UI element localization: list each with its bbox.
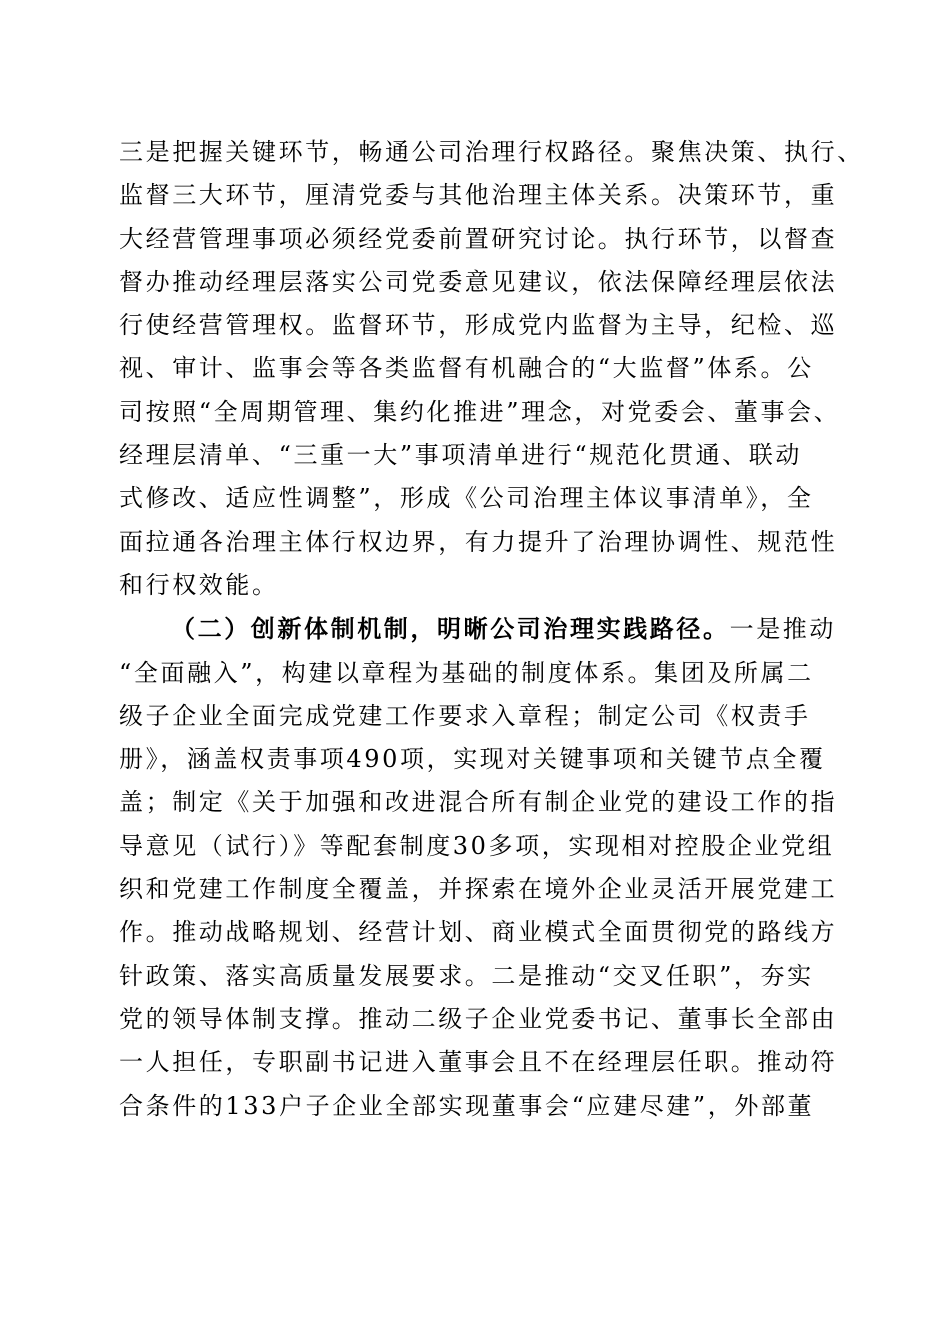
text-line: 三是把握关键环节，畅通公司治理行权路径。聚焦决策、执行、 bbox=[119, 138, 864, 166]
heading-line-rest: 一是推动 bbox=[729, 615, 837, 644]
text-line bbox=[119, 607, 835, 651]
text-line: 针政策、落实高质量发展要求。二是推动“交叉任职”，夯实 bbox=[119, 961, 814, 990]
text-line: “全面融入”，构建以章程为基础的制度体系。集团及所属二 bbox=[119, 658, 814, 687]
text-line: 册》，涵盖权责事项490项，实现对关键事项和关键节点全覆 bbox=[119, 745, 826, 774]
paragraph-innovation-mechanism bbox=[119, 607, 838, 1128]
text-line: 一人担任，专职副书记进入董事会且不在经理层任职。推动符 bbox=[119, 1048, 838, 1077]
text-line: 级子企业全面完成党建工作要求入章程；制定公司《权责手 bbox=[119, 701, 811, 730]
text-line: 监督三大环节，厘清党委与其他治理主体关系。决策环节，重 bbox=[119, 181, 838, 210]
text-line: 盖；制定《关于加强和改进混合所有制企业党的建设工作的指 bbox=[119, 788, 838, 817]
document-page bbox=[119, 131, 864, 1128]
text-line: 经理层清单、“三重一大”事项清单进行“规范化贯通、联动 bbox=[119, 441, 803, 470]
section-heading: （二）创新体制机制，明晰公司治理实践路径。 bbox=[171, 614, 730, 644]
text-line: 大经营管理事项必须经党委前置研究讨论。执行环节，以督查 bbox=[119, 224, 838, 253]
paragraph-key-links bbox=[119, 131, 864, 607]
text-line: 合条件的133户子企业全部实现董事会“应建尽建”，外部董 bbox=[119, 1091, 815, 1120]
text-line: 视、审计、监事会等各类监督有机融合的“大监督”体系。公 bbox=[119, 354, 814, 383]
text-line: 党的领导体制支撑。推动二级子企业党委书记、董事长全部由 bbox=[119, 1004, 838, 1033]
text-line: 面拉通各治理主体行权边界，有力提升了治理协调性、规范性 bbox=[119, 527, 838, 556]
text-line: 导意见（试行）》等配套制度30多项，实现相对控股企业党组 bbox=[119, 831, 835, 860]
text-line: 司按照“全周期管理、集约化推进”理念，对党委会、董事会、 bbox=[119, 397, 841, 426]
text-line: 织和党建工作制度全覆盖，并探索在境外企业灵活开展党建工 bbox=[119, 875, 838, 904]
text-line: 行使经营管理权。监督环节，形成党内监督为主导，纪检、巡 bbox=[119, 311, 838, 340]
text-line: 作。推动战略规划、经营计划、商业模式全面贯彻党的路线方 bbox=[119, 918, 838, 947]
text-line: 式修改、适应性调整”，形成《公司治理主体议事清单》，全 bbox=[119, 484, 814, 513]
text-line: 和行权效能。 bbox=[119, 570, 279, 599]
text-line: 督办推动经理层落实公司党委意见建议，依法保障经理层依法 bbox=[119, 267, 838, 296]
